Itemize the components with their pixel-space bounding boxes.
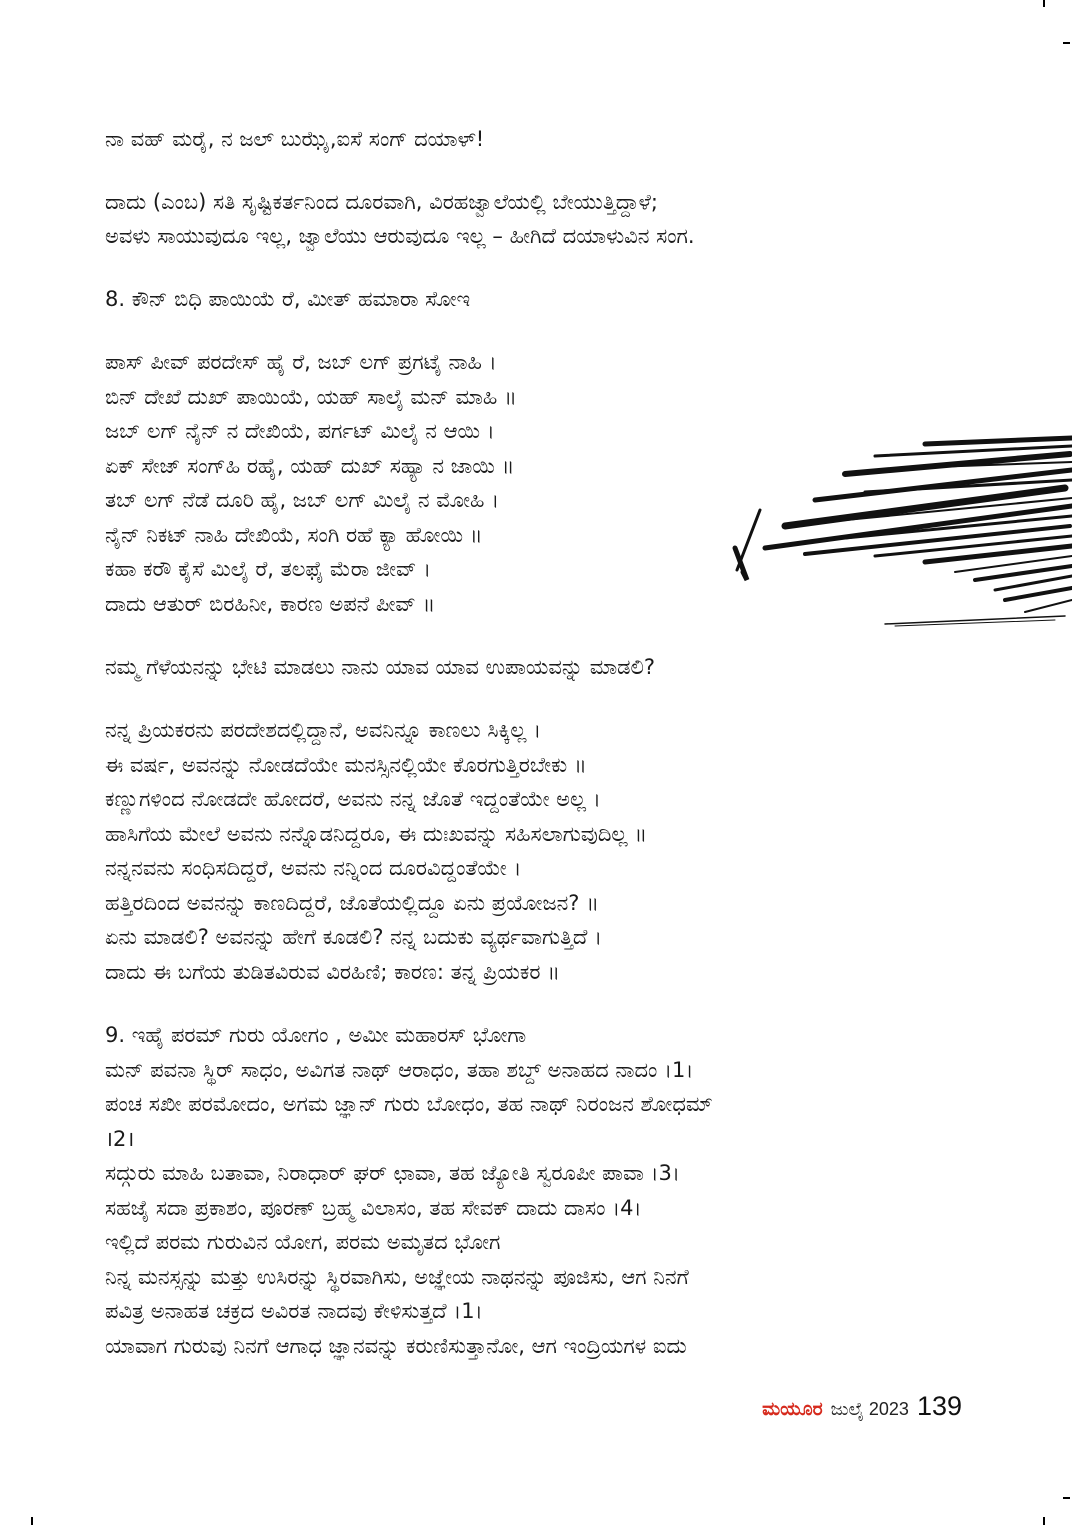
intro-translation-line: ಅವಳು ಸಾಯುವುದೂ ಇಲ್ಲ, ಜ್ವಾಲೆಯು ಆರುವುದೂ ಇಲ್ಲ – ಹೀಗಿದೆ ದಯಾಳುವಿನ ಸಂಗ. — [105, 224, 695, 248]
translation-line: ಈ ವರ್ಷ, ಅವನನ್ನು ನೋಡದೆಯೇ ಮನಸ್ಸಿನಲ್ಲಿಯೇ ಕೊರಗುತ್ತಿರಬೇಕು ॥ — [105, 752, 587, 777]
translation-line: ನನ್ನ ಪ್ರಿಯಕರನು ಪರದೇಶದಲ್ಲಿದ್ದಾನೆ, ಅವನಿನ್ನೂ ಕಾಣಲು ಸಿಕ್ಕಿಲ್ಲ । — [105, 718, 542, 742]
verse-line: ತಬ್ ಲಗ್ ನೆಡೆ ದೂರಿ ಹೈ, ಜಬ್ ಲಗ್ ಮಿಲೈ ನ ಮೋಹಿ । — [105, 488, 500, 512]
section-9-line: ।2। — [105, 1126, 135, 1151]
verse-line: ಕಹಾ ಕರೌ ಕೈಸೆ ಮಿಲೈ ರೆ, ತಲಫೈ ಮೆರಾ ಜೀವ್ । — [105, 557, 431, 581]
issue-date: ಜುಲೈ 2023 — [830, 1399, 909, 1419]
section-9-title: 9. ಇಹೈ ಪರಮ್ ಗುರು ಯೋಗಂ , ಅಮೀ ಮಹಾರಸ್ ಭೋಗಾ — [105, 1023, 527, 1047]
page-footer — [762, 1391, 962, 1422]
section-8-question: ನಮ್ಮ ಗೆಳೆಯನನ್ನು ಭೇಟಿ ಮಾಡಲು ನಾನು ಯಾವ ಯಾವ ಉಪಾಯವನ್ನು ಮಾಡಲಿ? — [105, 655, 656, 679]
section-9-line: ಇಲ್ಲಿದೆ ಪರಮ ಗುರುವಿನ ಯೋಗ, ಪರಮ ಅಮೃತದ ಭೋಗ — [105, 1230, 501, 1254]
verse-line: ಜಬ್ ಲಗ್ ನೈನ್ ನ ದೇಖಿಯೆ, ಪರ್ಗಟ್ ಮಿಲೈ ನ ಆಯಿ । — [105, 419, 495, 443]
crop-mark-top-right — [1043, 0, 1045, 7]
section-8-title: 8. ಕೌನ್ ಬಿಧಿ ಪಾಯಿಯೆ ರೆ, ಮೀತ್ ಹಮಾರಾ ಸೋಇ — [105, 287, 471, 311]
translation-line: ಕಣ್ಣುಗಳಿಂದ ನೋಡದೇ ಹೋದರೆ, ಅವನು ನನ್ನ ಜೊತೆ ಇದ್ದಂತೆಯೇ ಅಲ್ಲ । — [105, 787, 601, 811]
verse-line: ದಾದು ಆತುರ್ ಬಿರಹಿನೀ, ಕಾರಣ ಅಪನೆ ಪೀವ್ ॥ — [105, 591, 436, 616]
verse-line: ಪಾಸ್ ಪೀವ್ ಪರದೇಸ್ ಹೈ ರೆ, ಜಬ್ ಲಗ್ ಪ್ರಗಟೈ ನಾಹಿ । — [105, 350, 497, 374]
crop-mark-bottom-left — [31, 1517, 33, 1525]
section-9-line: ಮನ್ ಪವನಾ ಸ್ಥಿರ್ ಸಾಧಂ, ಅವಿಗತ ನಾಥ್ ಆರಾಧಂ, ತಹಾ ಶಬ್ದ್ ಅನಾಹದ ನಾದಂ ।1। — [105, 1057, 694, 1082]
verse-line: ನೈನ್ ನಿಕಟ್ ನಾಹಿ ದೇಖಿಯೆ, ಸಂಗಿ ರಹೆ ಕ್ಯಾ ಹೋಯಿ ॥ — [105, 522, 483, 547]
crop-mark-right-upper — [1063, 42, 1070, 44]
section-9-line: ಪವಿತ್ರ ಅನಾಹತ ಚಕ್ರದ ಅವಿರತ ನಾದವು ಕೇಳಿಸುತ್ತದೆ ।1। — [105, 1299, 483, 1323]
section-9 — [105, 1018, 965, 1363]
intro-verse-line: ನಾ ವಹ್ ಮರೈ, ನ ಜಲ್ ಬುಝೈ,ಐಸೆ ಸಂಗ್ ದಯಾಳ್! — [105, 127, 485, 151]
section-9-line: ನಿನ್ನ ಮನಸ್ಸನ್ನು ಮತ್ತು ಉಸಿರನ್ನು ಸ್ಥಿರವಾಗಿಸು, ಅಜ್ಞೇಯ ನಾಥನನ್ನು ಪೂಜಿಸು, ಆಗ ನಿನಗೆ — [105, 1264, 689, 1289]
section-8-translation — [105, 713, 965, 989]
section-8-verse — [105, 345, 965, 621]
section-9-line: ಯಾವಾಗ ಗುರುವು ನಿನಗೆ ಆಗಾಧ ಜ್ಞಾನವನ್ನು ಕರುಣಿಸುತ್ತಾನೋ, ಆಗ ಇಂದ್ರಿಯಗಳ ಐದು — [105, 1333, 687, 1358]
translation-line: ಹತ್ತಿರದಿಂದ ಅವನನ್ನು ಕಾಣದಿದ್ದರೆ, ಜೊತೆಯಲ್ಲಿದ್ದೂ ಏನು ಪ್ರಯೋಜನ? ॥ — [105, 890, 599, 915]
crop-mark-right-lower — [1063, 1497, 1070, 1499]
crop-mark-bottom-right — [1043, 1517, 1045, 1525]
translation-line: ನನ್ನನವನು ಸಂಧಿಸದಿದ್ದರೆ, ಅವನು ನನ್ನಿಂದ ದೂರವಿದ್ದಂತೆಯೇ । — [105, 856, 522, 880]
page-number: 139 — [916, 1391, 962, 1421]
verse-line: ಬಿನ್ ದೇಖೆ ದುಖ್ ಪಾಯಿಯೆ, ಯಹ್ ಸಾಲೈ ಮನ್ ಮಾಹಿ ॥ — [105, 384, 517, 409]
section-9-line: ಸದ್ಗುರು ಮಾಹಿ ಬತಾವಾ, ನಿರಾಧಾರ್ ಘರ್ ಛಾವಾ, ತಹ ಜ್ಯೋತಿ ಸ್ವರೂಪೀ ಪಾವಾ ।3। — [105, 1161, 680, 1185]
translation-line: ಹಾಸಿಗೆಯ ಮೇಲೆ ಅವನು ನನ್ನೊಡನಿದ್ದರೂ, ಈ ದುಃಖವನ್ನು ಸಹಿಸಲಾಗುವುದಿಲ್ಲ ॥ — [105, 821, 648, 846]
article-body — [105, 122, 965, 1363]
section-9-line: ಸಹಜೈ ಸದಾ ಪ್ರಕಾಶಂ, ಪೂರಣ್ ಬ್ರಹ್ಮ ವಿಲಾಸಂ, ತಹ ಸೇವಕ್ ದಾದು ದಾಸಂ ।4। — [105, 1195, 642, 1220]
verse-line: ಏಕ್ ಸೇಜ್ ಸಂಗ್‌ಹಿ ರಹೈ, ಯಹ್ ದುಖ್ ಸಹ್ಯಾ ನ ಜಾಯಿ ॥ — [105, 453, 515, 478]
intro-translation-line: ದಾದು (ಎಂಬ) ಸತಿ ಸೃಷ್ಟಿಕರ್ತನಿಂದ ದೂರವಾಗಿ, ವಿರಹಜ್ವಾಲೆಯಲ್ಲಿ ಬೇಯುತ್ತಿದ್ದಾಳೆ; — [105, 190, 658, 214]
section-9-line: ಪಂಚ ಸಖೀ ಪರಮೋದಂ, ಅಗಮ ಜ್ಞಾನ್ ಗುರು ಬೋಧಂ, ತಹ ನಾಥ್ ನಿರಂಜನ ಶೋಧಮ್ — [105, 1092, 713, 1116]
translation-line: ದಾದು ಈ ಬಗೆಯ ತುಡಿತವಿರುವ ವಿರಹಿಣಿ; ಕಾರಣ: ತನ್ನ ಪ್ರಿಯಕರ ॥ — [105, 959, 560, 984]
translation-line: ಏನು ಮಾಡಲಿ? ಅವನನ್ನು ಹೇಗೆ ಕೂಡಲಿ? ನನ್ನ ಬದುಕು ವ್ಯರ್ಥವಾಗುತ್ತಿದೆ । — [105, 925, 602, 949]
magazine-brand: ಮಯೂರ — [762, 1398, 823, 1420]
